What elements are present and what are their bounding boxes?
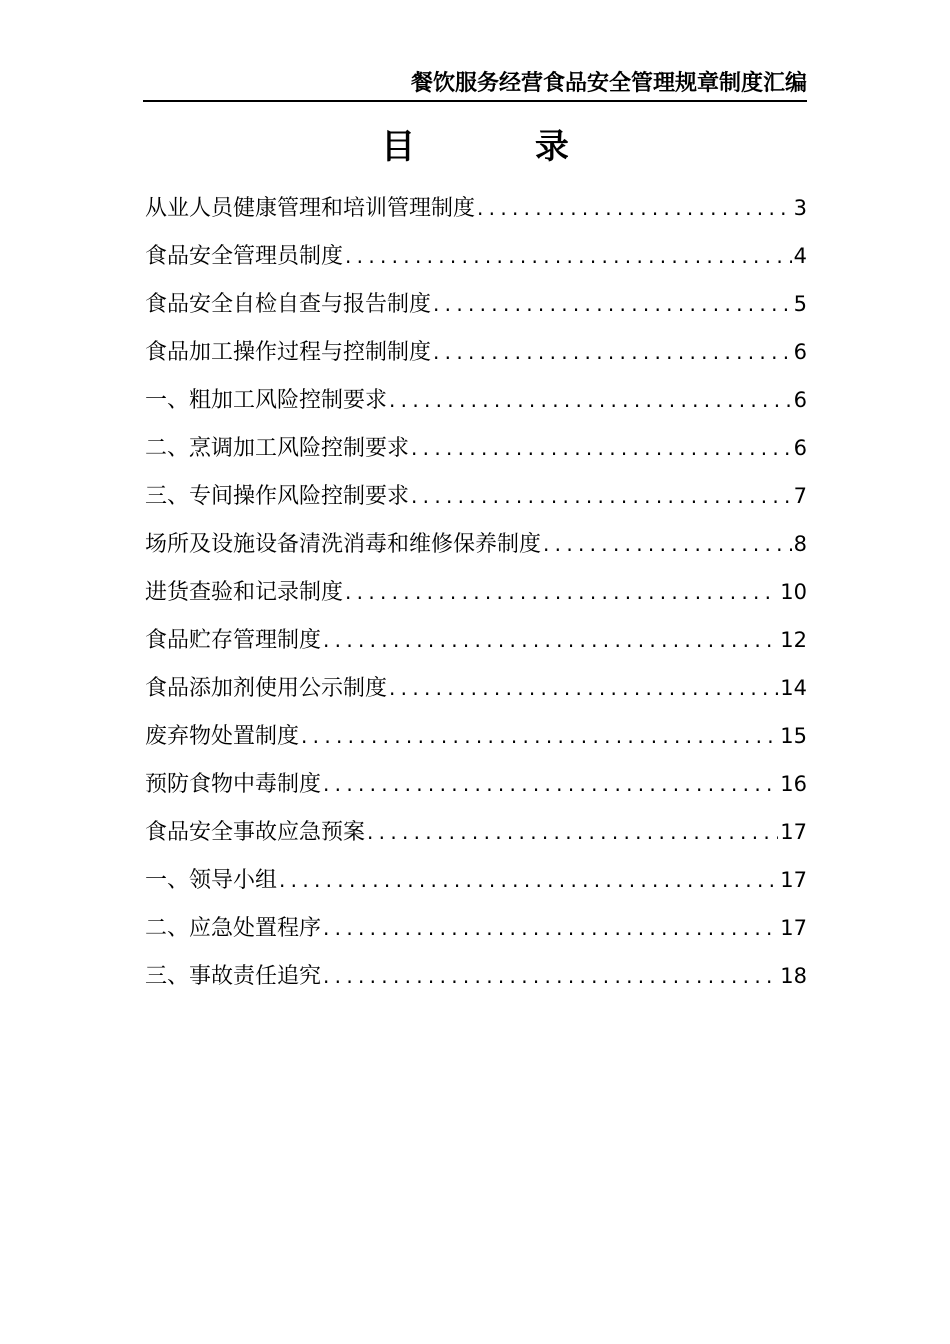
toc-entry[interactable] bbox=[145, 376, 807, 424]
toc-entry[interactable] bbox=[145, 904, 807, 952]
toc-dot-leader bbox=[301, 712, 778, 760]
toc-entry-page: 17 bbox=[780, 916, 807, 940]
toc-entry[interactable] bbox=[145, 952, 807, 1000]
toc-entry[interactable] bbox=[145, 856, 807, 904]
toc-entry-label: 进货查验和记录制度 bbox=[145, 580, 344, 605]
toc-entry[interactable] bbox=[145, 520, 807, 568]
toc-dot-leader bbox=[411, 472, 792, 520]
toc-entry-page: 15 bbox=[780, 724, 807, 748]
toc-entry-label: 二、应急处置程序 bbox=[145, 916, 322, 941]
toc-title: 目 录 bbox=[381, 127, 623, 167]
toc-entry-page: 10 bbox=[780, 580, 807, 604]
toc-entry-page: 14 bbox=[780, 676, 807, 700]
toc-dot-leader bbox=[389, 376, 792, 424]
toc-entry[interactable] bbox=[145, 472, 807, 520]
toc-entry-page: 6 bbox=[793, 436, 807, 460]
toc-entry[interactable] bbox=[145, 184, 807, 232]
toc-entry-page: 4 bbox=[793, 244, 807, 268]
toc-entry-label: 食品安全事故应急预案 bbox=[145, 820, 366, 845]
toc-entry[interactable] bbox=[145, 568, 807, 616]
toc-entry-page: 12 bbox=[780, 628, 807, 652]
toc-entry[interactable] bbox=[145, 424, 807, 472]
toc-entry-label: 废弃物处置制度 bbox=[145, 724, 300, 749]
toc-dot-leader bbox=[543, 520, 792, 568]
running-header-title: 餐饮服务经营食品安全管理规章制度汇编 bbox=[410, 71, 807, 96]
toc-entry-label: 预防食物中毒制度 bbox=[145, 772, 322, 797]
toc-entry-label: 二、烹调加工风险控制要求 bbox=[145, 436, 410, 461]
toc-dot-leader bbox=[323, 952, 778, 1000]
toc-dot-leader bbox=[477, 184, 792, 232]
toc-entry-page: 18 bbox=[780, 964, 807, 988]
toc-dot-leader bbox=[323, 616, 778, 664]
toc-entry-label: 三、事故责任追究 bbox=[145, 964, 322, 989]
toc-entry-page: 17 bbox=[780, 868, 807, 892]
toc-entry-label: 食品安全管理员制度 bbox=[145, 244, 344, 269]
toc-dot-leader bbox=[389, 664, 778, 712]
toc-dot-leader bbox=[279, 856, 778, 904]
toc-entry[interactable] bbox=[145, 712, 807, 760]
toc-entry[interactable] bbox=[145, 808, 807, 856]
toc-entry[interactable] bbox=[145, 328, 807, 376]
toc-entry[interactable] bbox=[145, 664, 807, 712]
toc-dot-leader bbox=[367, 808, 778, 856]
toc-dot-leader bbox=[411, 424, 792, 472]
toc-entry-page: 6 bbox=[793, 340, 807, 364]
toc-entry-page: 8 bbox=[793, 532, 807, 556]
toc-entry-label: 三、专间操作风险控制要求 bbox=[145, 484, 410, 509]
toc-entry[interactable] bbox=[145, 232, 807, 280]
table-of-contents bbox=[145, 184, 807, 1000]
toc-entry-label: 一、领导小组 bbox=[145, 868, 278, 893]
toc-entry-page: 16 bbox=[780, 772, 807, 796]
toc-entry[interactable] bbox=[145, 280, 807, 328]
toc-dot-leader bbox=[433, 328, 792, 376]
toc-entry[interactable] bbox=[145, 760, 807, 808]
toc-entry-label: 食品安全自检自查与报告制度 bbox=[145, 292, 432, 317]
toc-entry-page: 7 bbox=[793, 484, 807, 508]
toc-entry[interactable] bbox=[145, 616, 807, 664]
toc-dot-leader bbox=[345, 568, 778, 616]
toc-dot-leader bbox=[323, 760, 778, 808]
toc-entry-label: 食品贮存管理制度 bbox=[145, 628, 322, 653]
toc-entry-label: 从业人员健康管理和培训管理制度 bbox=[145, 196, 476, 221]
toc-entry-page: 3 bbox=[793, 196, 807, 220]
toc-entry-label: 一、粗加工风险控制要求 bbox=[145, 388, 388, 413]
toc-entry-page: 5 bbox=[793, 292, 807, 316]
toc-entry-label: 食品加工操作过程与控制制度 bbox=[145, 340, 432, 365]
toc-dot-leader bbox=[433, 280, 792, 328]
toc-entry-label: 食品添加剂使用公示制度 bbox=[145, 676, 388, 701]
toc-entry-page: 17 bbox=[780, 820, 807, 844]
toc-entry-page: 6 bbox=[793, 388, 807, 412]
toc-entry-label: 场所及设施设备清洗消毒和维修保养制度 bbox=[145, 532, 542, 557]
toc-dot-leader bbox=[323, 904, 778, 952]
running-header bbox=[143, 66, 807, 102]
toc-dot-leader bbox=[345, 232, 792, 280]
